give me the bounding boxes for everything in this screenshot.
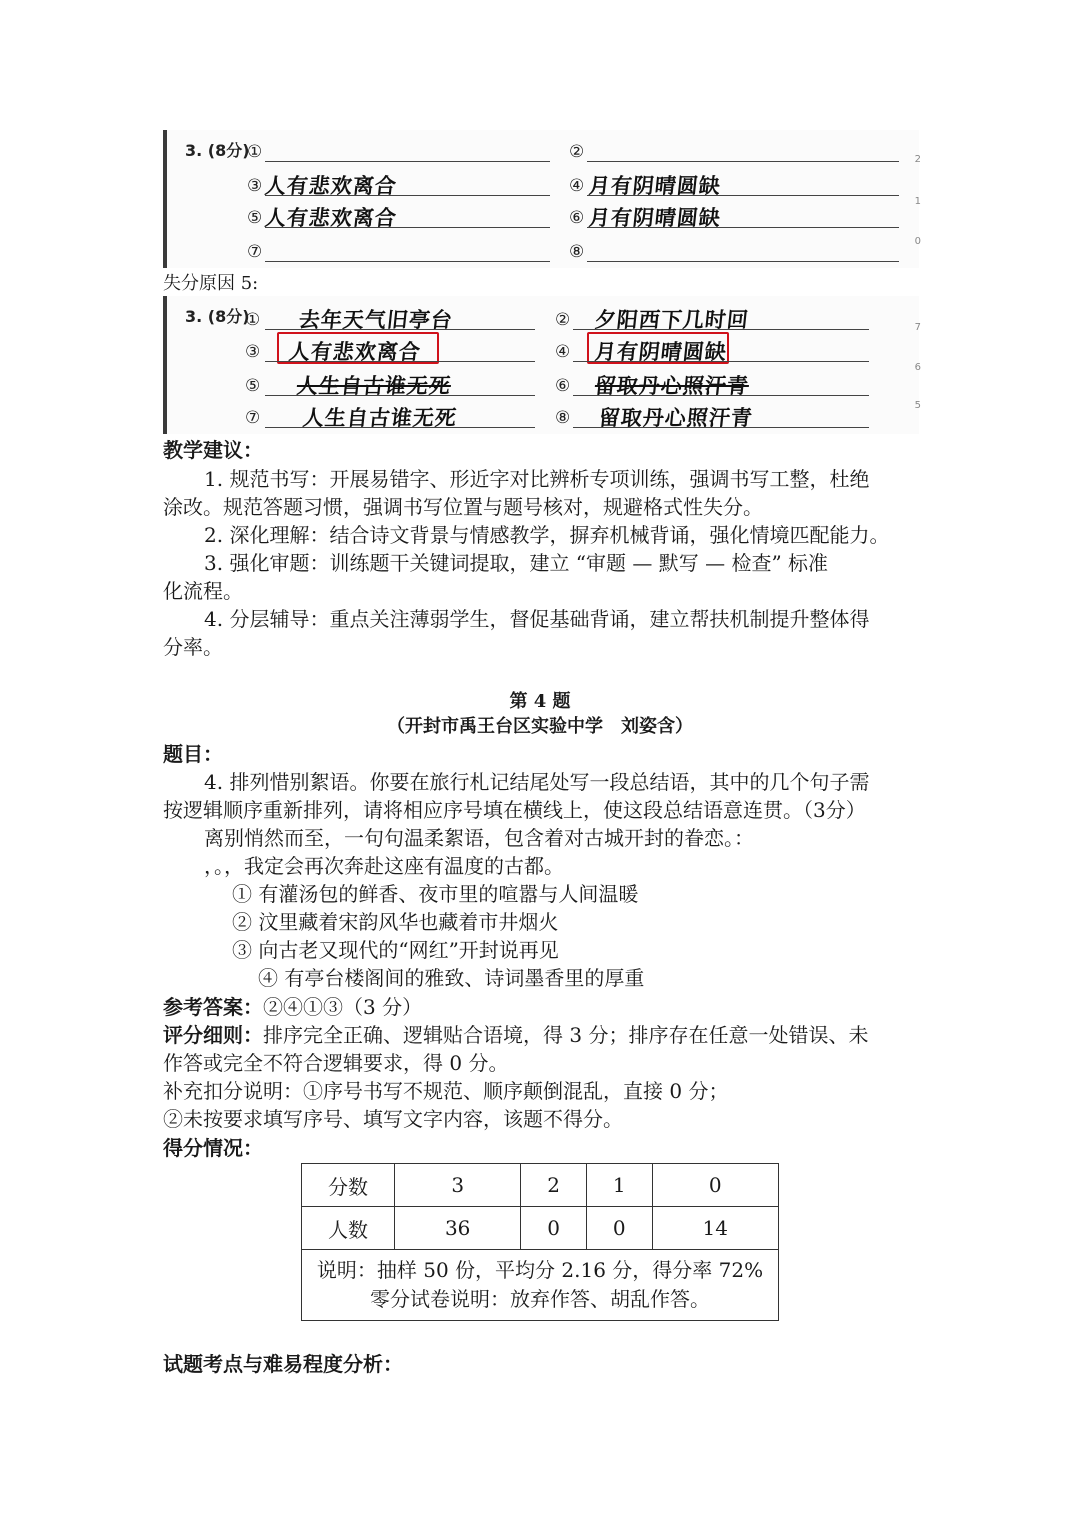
option-item: ③ 向古老又现代的“网红”开封说再见 [232,938,559,962]
blank-number: ② [569,142,585,162]
blank-number: ③ [245,342,261,362]
blank-number: ⑤ [247,208,263,228]
rubric-line: 作答或完全不符合逻辑要求，得 0 分。 [163,1051,509,1075]
answer-line [573,427,869,428]
deduction-line: ②未按要求填写序号、填写文字内容，该题不得分。 [163,1107,623,1131]
table-cell: 36 [395,1207,521,1250]
answer-sheet-scan-2 [163,296,919,434]
handwritten-answer: 人有悲欢离合 [263,205,399,230]
answer-line [573,395,869,396]
score-situation-label: 得分情况： [163,1136,263,1160]
reference-answer [163,993,422,1021]
handwritten-answer: 月有阴晴圆缺 [587,205,723,230]
margin-score: 6 [914,362,921,373]
table-note: 零分试卷说明：放弃作答、胡乱作答。 [370,1287,710,1311]
option-item: ② 汶里藏着宋韵风华也藏着市井烟火 [232,910,559,934]
answer-line [587,195,899,196]
scan-row [167,234,919,264]
blank-number: ① [247,142,263,162]
table-cell: 人数 [302,1207,395,1250]
handwritten-answer: 月有阴晴圆缺 [593,339,729,364]
table-cell: 0 [652,1164,778,1207]
table-cell: 14 [652,1207,778,1250]
scan-row [167,134,919,164]
table-note: 说明：抽样 50 份，平均分 2.16 分，得分率 72% [316,1258,764,1282]
scan-row [167,368,919,398]
deduction-line: 补充扣分说明：①序号书写不规范、顺序颠倒混乱，直接 0 分； [163,1079,729,1103]
scan-question-number: 3. (8分) [185,307,250,326]
margin-score: 0 [914,236,921,247]
handwritten-answer: 人生自古谁无死 [301,405,459,430]
answer-line [587,261,899,262]
answer-line [265,227,550,228]
blank-number: ② [555,310,571,330]
option-item: ① 有灌汤包的鲜香、夜市里的喧嚣与人间温暖 [232,882,639,906]
blank-number: ⑤ [245,376,261,396]
analysis-heading: 试题考点与难易程度分析： [163,1352,403,1376]
handwritten-answer-crossed: 人生自古谁无死 [295,373,453,398]
answer-line [265,195,550,196]
blank-number: ① [245,310,261,330]
blank-number: ⑧ [555,408,571,428]
handwritten-answer: 人有悲欢离合 [287,339,423,364]
question-title: 第 4 题 [509,691,571,712]
scan-question-number: 3. (8分) [185,141,250,160]
question-author: （开封市禹王台区实验中学 刘姿含） [387,716,693,737]
answer-sheet-scan-1 [163,130,919,268]
stem-line: 离别悄然而至，一句句温柔絮语，包含着对古城开封的眷恋。： [204,826,754,850]
table-cell: 0 [586,1207,652,1250]
stem-line: ，。，我定会再次奔赴这座有温度的古都。 [204,854,564,878]
answer-value: ②④①③（3 分） [263,995,423,1019]
blank-number: ⑧ [569,242,585,262]
answer-line [587,227,899,228]
answer-line [265,395,535,396]
margin-score: 7 [914,322,921,333]
handwritten-answer: 夕阳西下几时回 [593,307,751,332]
rubric-text: 排序完全正确、逻辑贴合语境，得 3 分；排序存在任意一处错误、未 [263,1023,869,1047]
scan-row [167,168,919,198]
answer-label: 参考答案： [163,995,263,1019]
table-row [302,1164,779,1207]
teaching-line: 3. 强化审题：训练题干关键词提取，建立 “审题 — 默写 — 检查” 标准 [204,551,829,575]
margin-score: 5 [914,400,921,411]
handwritten-answer: 去年天气旧亭台 [297,307,455,332]
rubric-line [163,1021,868,1049]
option-item: ④ 有亭台楼阁间的雅致、诗词墨香里的厚重 [258,966,645,990]
answer-line [265,261,550,262]
handwritten-answer-crossed: 留取丹心照汗青 [593,373,751,398]
teaching-line: 涂改。规范答题习惯，强调书写位置与题号核对，规避格式性失分。 [163,495,763,519]
scan-row [167,302,919,332]
table-cell: 3 [395,1164,521,1207]
margin-score: 2 [914,154,921,165]
blank-number: ⑦ [245,408,261,428]
scan-row [167,200,919,230]
answer-line [573,361,869,362]
scan-row [167,334,919,364]
table-cell: 1 [586,1164,652,1207]
blank-number: ④ [555,342,571,362]
table-row [302,1207,779,1250]
topic-label: 题目： [163,742,223,766]
teaching-line: 1. 规范书写：开展易错字、形近字对比辨析专项训练，强调书写工整，杜绝 [204,467,870,491]
teaching-line: 化流程。 [163,579,243,603]
blank-number: ③ [247,176,263,196]
answer-line [265,361,535,362]
stem-line: 4. 排列惜别絮语。你要在旅行札记结尾处写一段总结语，其中的几个句子需 [204,770,870,794]
table-note-cell [302,1250,779,1321]
handwritten-answer: 人有悲欢离合 [263,173,399,198]
teaching-line: 2. 深化理解：结合诗文背景与情感教学，摒弃机械背诵，强化情境匹配能力。 [204,523,890,547]
stem-line: 按逻辑顺序重新排列，请将相应序号填在横线上，使这段总结语意连贯。（3分） [163,798,866,822]
blank-number: ⑥ [555,376,571,396]
table-cell: 0 [521,1207,587,1250]
answer-line [573,329,869,330]
scan-row [167,400,919,430]
loss-reason-label: 失分原因 5: [163,273,259,294]
teaching-line: 分率。 [163,635,223,659]
handwritten-answer: 留取丹心照汗青 [597,405,755,430]
answer-line [587,161,899,162]
answer-line [265,161,550,162]
table-row [302,1250,779,1321]
answer-line [265,427,535,428]
score-table [301,1163,779,1321]
answer-line [265,329,535,330]
blank-number: ⑦ [247,242,263,262]
teaching-heading: 教学建议： [163,438,263,462]
margin-score: 1 [914,196,921,207]
teaching-line: 4. 分层辅导：重点关注薄弱学生，督促基础背诵，建立帮扶机制提升整体得 [204,607,870,631]
rubric-label: 评分细则： [163,1023,263,1047]
table-cell: 2 [521,1164,587,1207]
table-cell: 分数 [302,1164,395,1207]
handwritten-answer: 月有阴晴圆缺 [587,173,723,198]
blank-number: ④ [569,176,585,196]
blank-number: ⑥ [569,208,585,228]
